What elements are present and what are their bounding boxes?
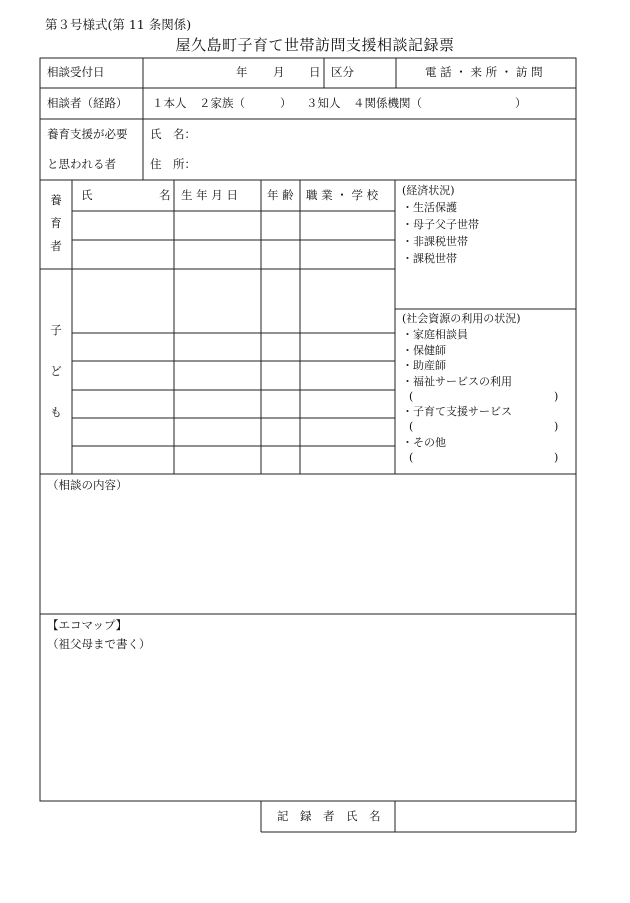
name-field-label: 氏 名：	[150, 127, 196, 141]
route-option-family-close: ）	[280, 96, 292, 110]
col-age: 年 齢	[267, 188, 294, 202]
social-item-public-health-nurse: ・保健師	[402, 344, 446, 357]
recorder-name-label: 記 録 者 氏 名	[277, 809, 381, 823]
social-item-midwife: ・助産師	[402, 359, 446, 372]
social-item-other: ・その他	[402, 436, 446, 449]
col-name-b: 名	[159, 188, 171, 202]
needs-support-label-line2: と思われる者	[47, 157, 116, 171]
route-option-agency-close: ）	[515, 96, 527, 110]
welfare-service-paren-open: (	[409, 390, 414, 403]
route-option-acquaintance: ３知人	[306, 96, 341, 110]
social-item-family-counselor: ・家庭相談員	[402, 328, 468, 341]
route-option-family: ２家族（	[199, 96, 245, 110]
day-label: 日	[309, 65, 321, 79]
economic-item-single-parent: ・母子父子世帯	[402, 218, 479, 231]
needs-support-label-line1: 養育支援が必要	[47, 127, 128, 141]
other-paren-close: )	[554, 451, 559, 464]
caregiver-label-1: 養	[50, 193, 62, 207]
ecomap-note: （祖父母まで書く）	[47, 637, 151, 651]
economic-item-tax-exempt: ・非課税世帯	[402, 235, 468, 248]
ecomap-heading: 【エコマップ】	[47, 618, 128, 632]
child-label-1: 子	[50, 323, 62, 337]
child-label-2: ど	[50, 364, 62, 378]
form-outer-border	[40, 58, 576, 801]
welfare-service-paren-close: )	[554, 390, 559, 403]
address-field-label: 住 所：	[150, 157, 196, 171]
month-label: 月	[273, 65, 285, 79]
other-paren-open: (	[409, 451, 414, 464]
form-number: 第３号様式(第 11 条関係)	[45, 17, 192, 32]
economic-status-heading: (経済状況)	[402, 184, 455, 197]
consultant-route-label: 相談者（経路）	[47, 96, 128, 110]
category-options: 電 話 ・ 来 所 ・ 訪 問	[425, 65, 543, 79]
social-item-welfare-service: ・福祉サービスの利用	[402, 375, 512, 388]
year-label: 年	[236, 65, 248, 79]
col-name-a: 氏	[81, 188, 93, 202]
childcare-support-paren-open: (	[409, 420, 414, 433]
social-resources-heading: (社会資源の利用の状況)	[402, 312, 521, 325]
category-label: 区分	[331, 65, 354, 79]
economic-item-welfare: ・生活保護	[402, 201, 457, 214]
caregiver-label-2: 育	[50, 216, 62, 230]
social-item-childcare-support: ・子育て支援サービス	[402, 405, 512, 418]
child-label-3: も	[50, 405, 62, 419]
reception-date-label: 相談受付日	[47, 65, 105, 79]
route-option-self: １本人	[152, 96, 187, 110]
childcare-support-paren-close: )	[554, 420, 559, 433]
col-occupation-school: 職 業 ・ 学 校	[306, 188, 379, 202]
col-birth-date: 生 年 月 日	[181, 188, 238, 202]
caregiver-label-3: 者	[50, 239, 62, 253]
consultation-content-heading: （相談の内容）	[47, 478, 128, 492]
economic-item-taxable: ・課税世帯	[402, 252, 457, 265]
document-title: 屋久島町子育て世帯訪問支援相談記録票	[175, 36, 455, 54]
route-option-agency: ４関係機関（	[353, 96, 422, 110]
